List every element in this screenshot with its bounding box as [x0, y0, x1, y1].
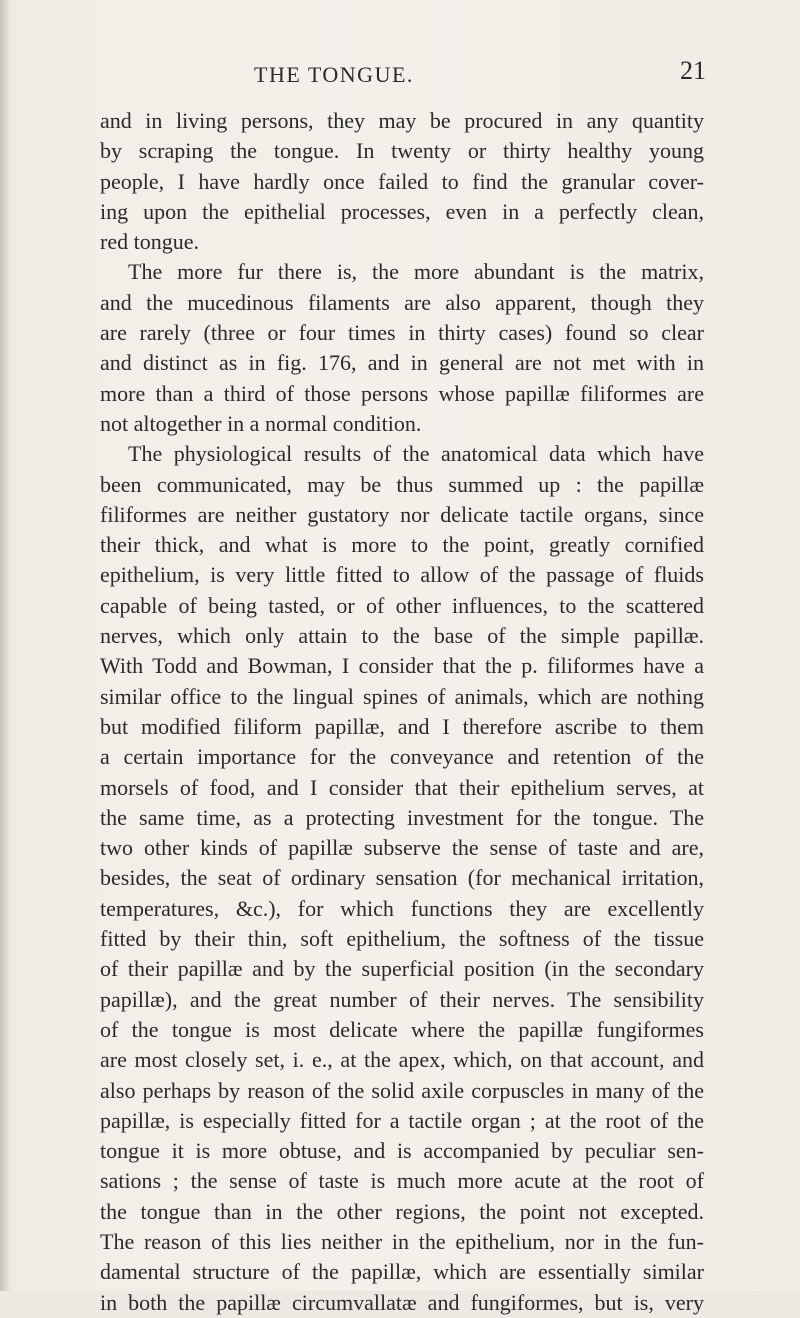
text-line: tongue it is more obtuse, and is accompanied by peculiar sen-: [100, 1138, 704, 1164]
text-line: and in living persons, they may be procured in any quantity: [100, 108, 704, 133]
text-line: a certain importance for the conveyance and retention of the: [100, 744, 704, 770]
running-head: [0, 56, 800, 96]
text-line: The more fur there is, the more abundant is the matrix,: [128, 259, 704, 285]
text-line: more than a third of those persons whose papillæ filiformes are: [100, 380, 704, 406]
text-line: sations ; the sense of taste is much more acute at the root of: [100, 1168, 704, 1194]
text-line: are rarely (three or four times in thirty cases) found so clear: [100, 320, 704, 346]
text-line: their thick, and what is more to the point, greatly cornified: [100, 532, 704, 558]
text-line: papillæ), and the great number of their nerves. The sensibility: [100, 986, 704, 1012]
text-line: The reason of this lies neither in the epithelium, nor in the fun-: [100, 1228, 704, 1254]
text-line: and distinct as in fig. 176, and in general are not met with in: [100, 350, 704, 376]
text-line: papillæ, is especially fitted for a tactile organ ; at the root of the: [100, 1107, 704, 1133]
text-line: of the tongue is most delicate where the papillæ fungiformes: [100, 1016, 704, 1042]
text-line: damental structure of the papillæ, which are essentially similar: [100, 1259, 704, 1285]
text-line: similar office to the lingual spines of animals, which are nothing: [100, 683, 704, 709]
text-line: capable of being tasted, or of other influences, to the scattered: [100, 592, 704, 618]
text-line: temperatures, &c.), for which functions they are excellently: [100, 895, 704, 921]
text-line: of their papillæ and by the superficial position (in the secondary: [100, 956, 704, 982]
text-line: besides, the seat of ordinary sensation (for mechanical irritation,: [100, 865, 704, 891]
running-title: THE TONGUE.: [254, 62, 414, 87]
text-line: filiformes are neither gustatory nor delicate tactile organs, since: [100, 501, 704, 527]
text-line: nerves, which only attain to the base of the simple papillæ.: [100, 623, 704, 649]
body-text: [100, 106, 704, 1318]
text-line: morsels of food, and I consider that their epithelium serves, at: [100, 774, 704, 800]
text-line: in both the papillæ circumvallatæ and fungiformes, but is, very: [100, 1289, 704, 1315]
text-line: by scraping the tongue. In twenty or thirty healthy young: [100, 138, 704, 164]
text-line: the tongue than in the other regions, the point not excepted.: [100, 1198, 704, 1224]
text-line: The physiological results of the anatomical data which have: [128, 441, 704, 467]
text-line: epithelium, is very little fitted to allow of the passage of fluids: [100, 562, 704, 588]
text-line: people, I have hardly once failed to find the granular cover-: [100, 168, 704, 194]
text-line: also perhaps by reason of the solid axile corpuscles in many of the: [100, 1077, 704, 1103]
text-line: fitted by their thin, soft epithelium, the softness of the tissue: [100, 926, 704, 952]
text-line: With Todd and Bowman, I consider that the p. filiformes have a: [100, 653, 704, 679]
text-line: and the mucedinous filaments are also apparent, though they: [100, 289, 704, 315]
gutter-shadow: [0, 0, 10, 1291]
text-line: been communicated, may be thus summed up : the papillæ: [100, 471, 704, 497]
page-number: 21: [680, 56, 706, 85]
text-line: but modified filiform papillæ, and I therefore ascribe to them: [100, 713, 704, 739]
text-line: not altogether in a normal condition.: [100, 410, 422, 436]
text-line: ing upon the epithelial processes, even in a perfectly clean,: [100, 198, 704, 224]
text-line: two other kinds of papillæ subserve the sense of taste and are,: [100, 835, 704, 861]
text-line: the same time, as a protecting investment for the tongue. The: [100, 804, 704, 830]
text-line: red tongue.: [100, 229, 199, 255]
text-line: are most closely set, i. e., at the apex, which, on that account, and: [100, 1047, 704, 1073]
